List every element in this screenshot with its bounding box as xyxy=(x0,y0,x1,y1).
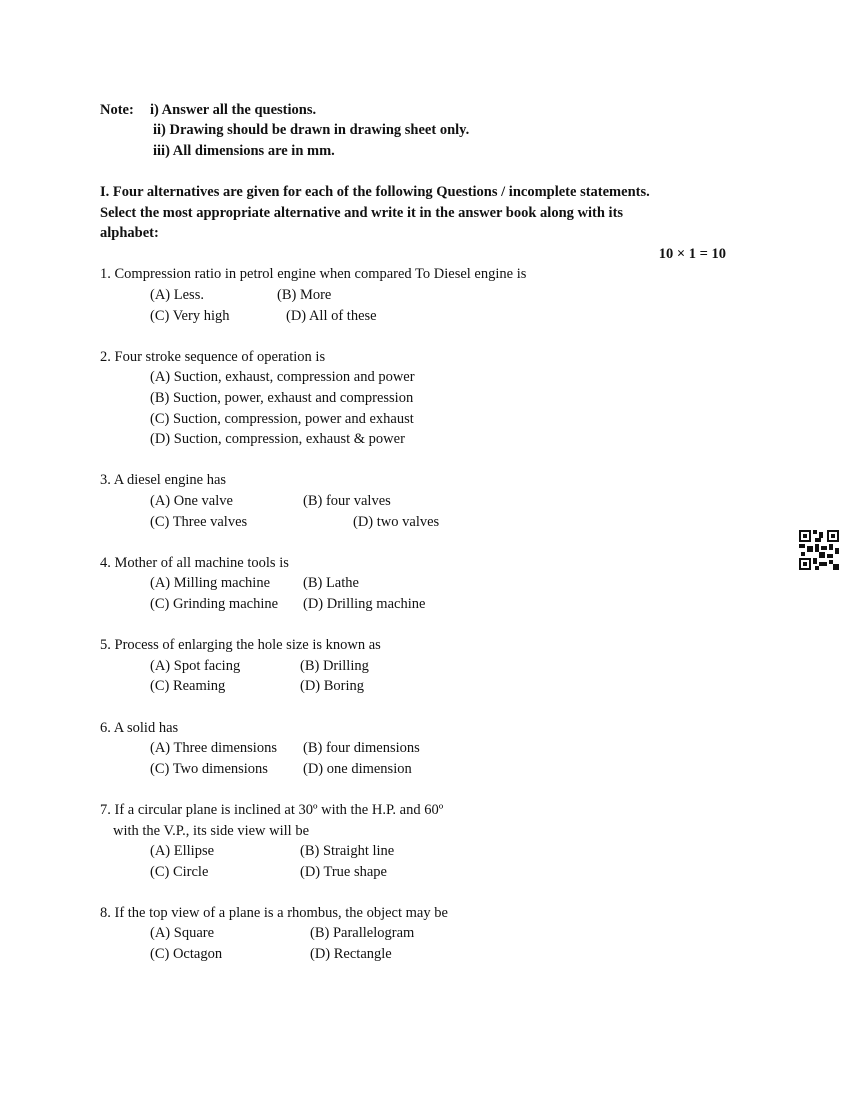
option: (D) All of these xyxy=(286,308,377,324)
question-text: 5. Process of enlarging the hole size is known as xyxy=(100,637,381,653)
option: (D) True shape xyxy=(300,864,387,880)
option: (B) Parallelogram xyxy=(310,925,415,941)
option: (D) one dimension xyxy=(303,761,412,777)
question-text: 4. Mother of all machine tools is xyxy=(100,555,289,571)
option: (B) Drilling xyxy=(300,658,369,674)
note-label: Note: xyxy=(100,102,134,118)
option: (A) Three dimensions xyxy=(150,740,277,756)
qr-code-icon xyxy=(799,530,839,570)
option: (D) two valves xyxy=(353,514,440,530)
option: (D) Drilling machine xyxy=(303,596,426,612)
note-item: i) Answer all the questions. xyxy=(150,102,317,118)
instruction-line: alphabet: xyxy=(100,225,159,241)
option: (B) Straight line xyxy=(300,843,395,859)
option: (C) Reaming xyxy=(150,678,226,694)
instruction-line: Select the most appropriate alternative and write it in the answer book along with its xyxy=(100,205,624,221)
question-text: 6. A solid has xyxy=(100,720,179,736)
option: (B) More xyxy=(277,287,332,303)
option: (B) Suction, power, exhaust and compression xyxy=(150,390,414,406)
option: (B) Lathe xyxy=(303,575,359,591)
option: (A) Square xyxy=(150,925,215,941)
question-text: 2. Four stroke sequence of operation is xyxy=(100,349,326,365)
option: (A) Milling machine xyxy=(150,575,271,591)
option: (A) Suction, exhaust, compression and power xyxy=(150,369,415,385)
question-text: 1. Compression ratio in petrol engine when compared To Diesel engine is xyxy=(100,266,527,282)
option: (C) Suction, compression, power and exhaust xyxy=(150,411,414,427)
option: (D) Suction, compression, exhaust & power xyxy=(150,431,405,447)
question-text: 3. A diesel engine has xyxy=(100,472,227,488)
option: (B) four valves xyxy=(303,493,391,509)
question-text: 8. If the top view of a plane is a rhombus, the object may be xyxy=(100,905,448,921)
option: (C) Three valves xyxy=(150,514,248,530)
question-text: with the V.P., its side view will be xyxy=(113,823,310,839)
option: (C) Grinding machine xyxy=(150,596,279,612)
option: (D) Boring xyxy=(300,678,365,694)
option: (B) four dimensions xyxy=(303,740,420,756)
option: (C) Very high xyxy=(150,308,230,324)
option: (A) Ellipse xyxy=(150,843,215,859)
option: (A) One valve xyxy=(150,493,233,509)
marks: 10 × 1 = 10 xyxy=(658,246,726,262)
option: (C) Two dimensions xyxy=(150,761,268,777)
option: (C) Circle xyxy=(150,864,209,880)
option: (A) Spot facing xyxy=(150,658,241,674)
instruction-line: I. Four alternatives are given for each of the following Questions / incomplete statements. xyxy=(100,184,650,200)
option: (A) Less. xyxy=(150,287,204,303)
note-item: iii) All dimensions are in mm. xyxy=(153,143,335,159)
note-item: ii) Drawing should be drawn in drawing sheet only. xyxy=(153,122,470,138)
option: (C) Octagon xyxy=(150,946,223,962)
question-text: 7. If a circular plane is inclined at 30º with the H.P. and 60º xyxy=(100,802,444,818)
option: (D) Rectangle xyxy=(310,946,392,962)
